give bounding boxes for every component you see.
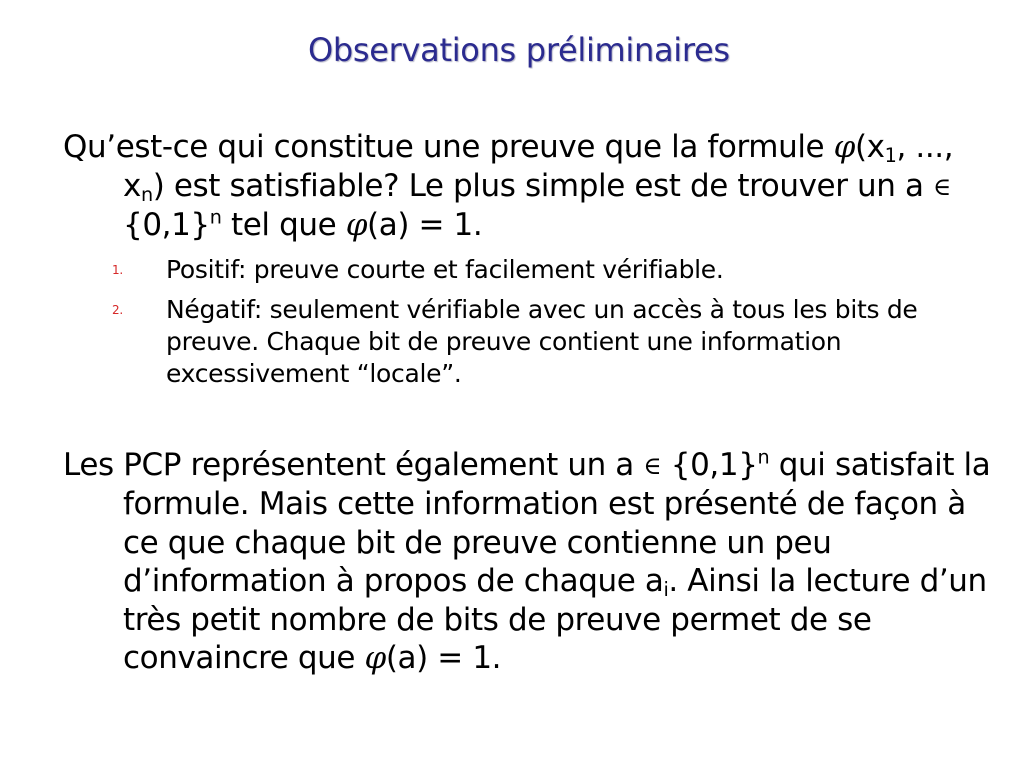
text-segment: ) est satisfiable? Le plus simple est de trouver un a <box>152 167 934 204</box>
paragraph-text <box>63 446 993 678</box>
list-number: 2. <box>112 303 123 317</box>
text-segment: {0,1} <box>123 206 210 243</box>
text-segment: (a) = 1. <box>367 206 483 243</box>
slide-title: Observations préliminaires <box>308 31 730 69</box>
element-of-symbol: ∈ <box>643 450 662 480</box>
subscript: i <box>663 578 669 602</box>
list-item-text: Positif: preuve courte et facilement vérifiable. <box>166 255 724 284</box>
phi-symbol: φ <box>364 640 386 677</box>
paragraph-pcp <box>63 446 993 678</box>
phi-symbol: φ <box>833 129 855 165</box>
superscript: n <box>757 445 770 469</box>
text-segment: tel que <box>221 206 346 243</box>
subscript: 1 <box>884 143 897 167</box>
phi-symbol: φ <box>345 206 368 243</box>
subscript: n <box>140 182 153 206</box>
paragraph-text <box>63 128 993 244</box>
proof-type-list <box>110 254 990 398</box>
paragraph-proof-question <box>63 128 993 244</box>
list-item <box>110 254 990 286</box>
text-segment: Les PCP représentent également un a <box>63 447 644 483</box>
list-item-text: Négatif: seulement vérifiable avec un accès à tous les bits de preuve. Chaque bit de preuve contient une information excessivement “locale”. <box>166 295 918 388</box>
text-segment: Qu’est-ce qui constitue une preuve que la formule <box>63 129 834 165</box>
text-segment: (a) = 1. <box>385 640 502 677</box>
list-number: 1. <box>112 263 123 277</box>
text-segment: qui satisfait la formule. Mais cette information est présenté de façon à ce que chaque bit de preuve contienne un peu d’information à propos de chaque a <box>123 447 991 600</box>
text-segment: . Ainsi la lecture d’un très petit nombre de bits de preuve permet de se convaincre que <box>123 563 987 677</box>
element-of-symbol: ∈ <box>933 171 952 201</box>
superscript: n <box>209 205 222 229</box>
text-segment: (x <box>854 129 885 165</box>
text-segment: , ..., x <box>123 129 954 204</box>
list-item <box>110 294 990 390</box>
text-segment: {0,1} <box>661 447 758 483</box>
